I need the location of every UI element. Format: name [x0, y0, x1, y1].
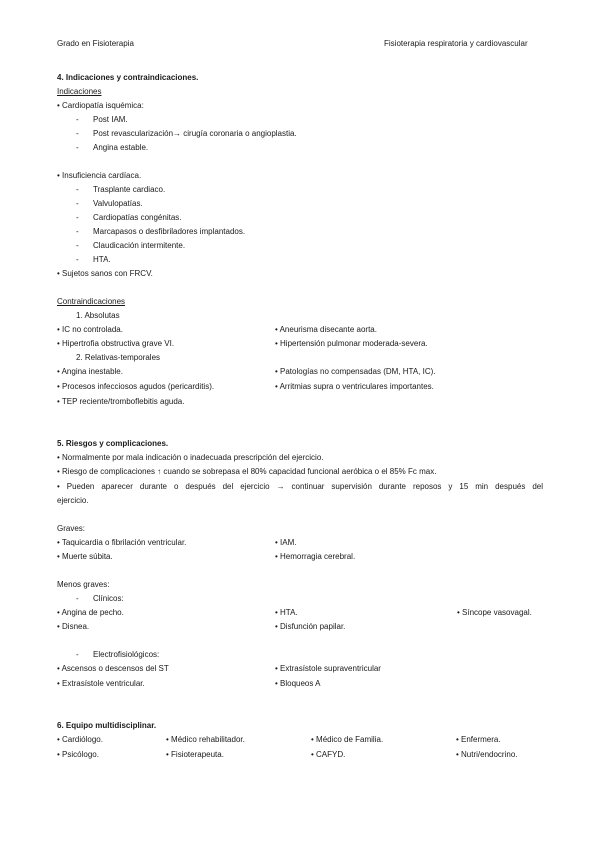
electro-subheading: Electrofisiológicos: — [93, 650, 160, 659]
dash-bullet: - — [76, 185, 79, 194]
dash-bullet: - — [76, 255, 79, 264]
list-item: Marcapasos o desfibriladores implantados. — [93, 227, 246, 236]
indicaciones-heading: Indicaciones — [57, 87, 102, 96]
list-item: • HTA. — [275, 608, 298, 617]
list-item: Angina estable. — [93, 143, 149, 152]
absolutas-subheading: 1. Absolutas — [76, 311, 120, 320]
section-6-title: 6. Equipo multidisciplinar. — [57, 721, 157, 730]
list-item: Post IAM. — [93, 115, 128, 124]
list-item: • Bloqueos A — [275, 679, 321, 688]
list-item: HTA. — [93, 255, 111, 264]
list-item: • Médico rehabilitador. — [166, 735, 245, 744]
list-item: • IAM. — [275, 538, 297, 547]
list-item: • TEP reciente/tromboflebitis aguda. — [57, 397, 185, 406]
list-item: • IC no controlada. — [57, 325, 123, 334]
list-item: • Hipertensión pulmonar moderada-severa. — [275, 339, 428, 348]
dash-bullet: - — [76, 129, 79, 138]
list-item: • Cardiólogo. — [57, 735, 103, 744]
list-item: Claudicación intermitente. — [93, 241, 186, 250]
list-item: • Angina de pecho. — [57, 608, 124, 617]
list-item: Post revascularización→ cirugía coronaria o angioplastia. — [93, 129, 297, 138]
dash-bullet: - — [76, 594, 79, 603]
contraindicaciones-heading: Contraindicaciones — [57, 297, 126, 306]
graves-heading: Graves: — [57, 524, 86, 533]
paragraph-line: • Pueden aparecer durante o después del ejercicio → continuar supervisión durante reposos y 15 min después del — [57, 482, 543, 491]
paragraph-line: • Normalmente por mala indicación o inadecuada prescripción del ejercicio. — [57, 453, 324, 462]
list-item: • Fisioterapeuta. — [166, 750, 224, 759]
paragraph-line: • Riesgo de complicaciones ↑ cuando se sobrepasa el 80% capacidad funcional aeróbica o el 85% Fc max. — [57, 467, 437, 476]
list-item: • Extrasístole supraventricular — [275, 664, 381, 673]
list-item: • Disnea. — [57, 622, 90, 631]
list-item: • Psicólogo. — [57, 750, 99, 759]
list-item: • Disfunción papilar. — [275, 622, 346, 631]
list-item: • Extrasístole ventricular. — [57, 679, 145, 688]
cardiopatia-item: • Cardiopatía isquémica: — [57, 101, 144, 110]
list-item: • Nutri/endocrino. — [456, 750, 518, 759]
sujetos-item: • Sujetos sanos con FRCV. — [57, 269, 153, 278]
list-item: • Aneurisma disecante aorta. — [275, 325, 377, 334]
dash-bullet: - — [76, 199, 79, 208]
insuficiencia-item: • Insuficiencia cardíaca. — [57, 171, 142, 180]
list-item: • Médico de Familia. — [311, 735, 384, 744]
dash-bullet: - — [76, 115, 79, 124]
menos-graves-heading: Menos graves: — [57, 580, 110, 589]
header-left: Grado en Fisioterapia — [57, 39, 134, 48]
list-item: • Taquicardia o fibrilación ventricular. — [57, 538, 187, 547]
list-item: • Muerte súbita. — [57, 552, 113, 561]
section-4-title: 4. Indicaciones y contraindicaciones. — [57, 73, 199, 82]
dash-bullet: - — [76, 213, 79, 222]
list-item: Valvulopatías. — [93, 199, 143, 208]
list-item: Trasplante cardiaco. — [93, 185, 166, 194]
dash-bullet: - — [76, 143, 79, 152]
dash-bullet: - — [76, 227, 79, 236]
list-item: • Síncope vasovagal. — [457, 608, 532, 617]
list-item: • Angina inestable. — [57, 367, 123, 376]
dash-bullet: - — [76, 241, 79, 250]
list-item: • Hipertrofia obstructiva grave VI. — [57, 339, 175, 348]
list-item: • Arritmias supra o ventriculares importantes. — [275, 382, 434, 391]
list-item: • Hemorragia cerebral. — [275, 552, 356, 561]
list-item: • Procesos infecciosos agudos (pericarditis). — [57, 382, 215, 391]
list-item: • Enfermera. — [456, 735, 501, 744]
list-item: Cardiopatías congénitas. — [93, 213, 182, 222]
clinicos-subheading: Clínicos: — [93, 594, 124, 603]
relativas-subheading: 2. Relativas-temporales — [76, 353, 161, 362]
section-5-title: 5. Riesgos y complicaciones. — [57, 439, 169, 448]
dash-bullet: - — [76, 650, 79, 659]
list-item: • Ascensos o descensos del ST — [57, 664, 169, 673]
paragraph-line: ejercicio. — [57, 496, 89, 505]
header-right: Fisioterapia respiratoria y cardiovascular — [384, 39, 528, 48]
list-item: • CAFYD. — [311, 750, 346, 759]
list-item: • Patologías no compensadas (DM, HTA, IC). — [275, 367, 436, 376]
